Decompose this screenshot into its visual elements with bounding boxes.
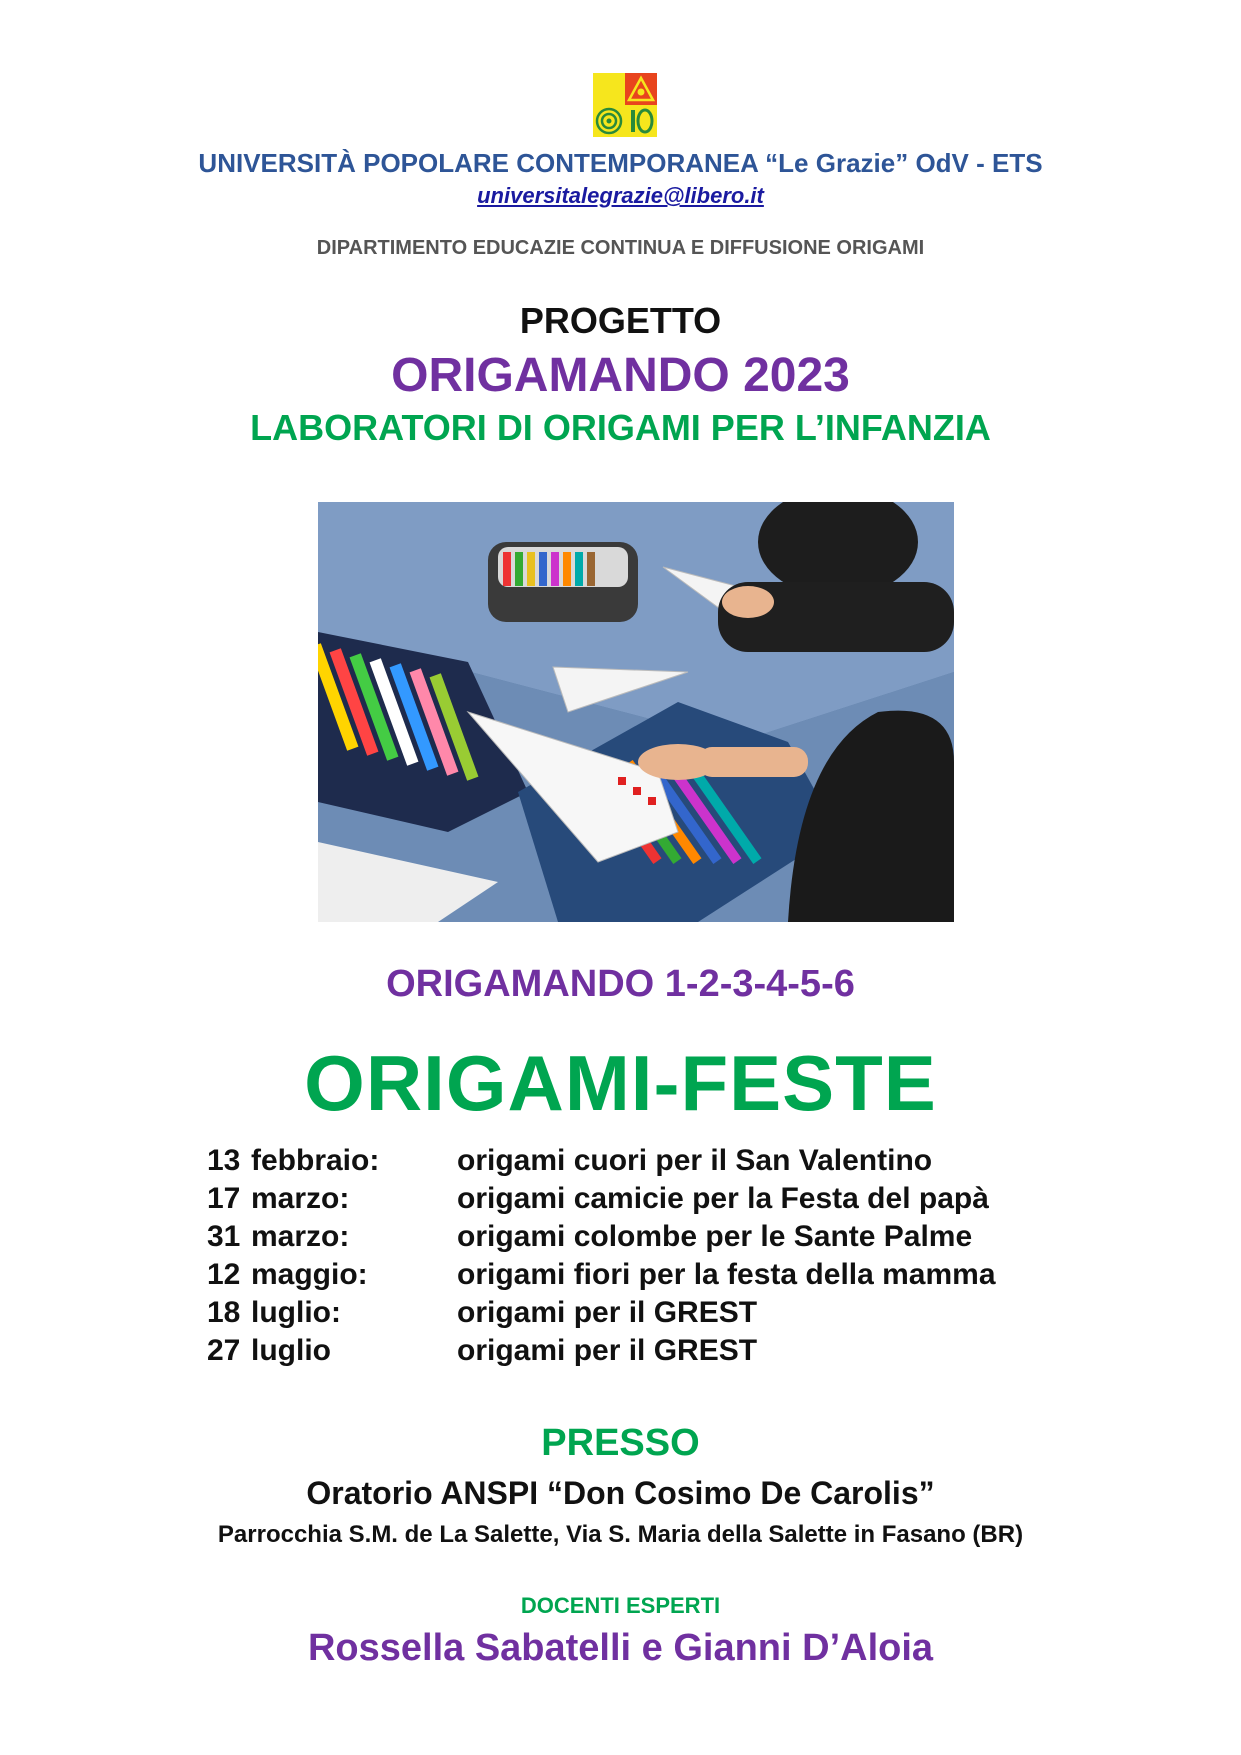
schedule-day: 17 (207, 1182, 241, 1215)
university-name: UNIVERSITÀ POPOLARE CONTEMPORANEA “Le Grazie” OdV - ETS (198, 148, 1043, 178)
schedule-row (207, 1180, 996, 1218)
logo (593, 73, 657, 137)
schedule-month: marzo: (251, 1182, 350, 1215)
schedule-month: marzo: (251, 1220, 350, 1253)
schedule-day: 12 (207, 1258, 241, 1291)
schedule-day: 18 (207, 1296, 241, 1329)
project-name: ORIGAMANDO 2023 (391, 349, 850, 402)
logo-circles-icon (593, 105, 625, 137)
schedule-month: maggio: (251, 1258, 368, 1291)
logo-i-o-icon (625, 105, 657, 137)
schedule-activity: origami per il GREST (457, 1296, 758, 1329)
teachers-names: Rossella Sabatelli e Gianni D’Aloia (307, 1627, 934, 1669)
event-photo (318, 502, 954, 922)
schedule-day: 27 (207, 1334, 241, 1367)
logo-text-block (593, 73, 625, 105)
schedule-activity: origami per il GREST (457, 1334, 758, 1367)
schedule-month: luglio: (251, 1296, 341, 1329)
department-name: DIPARTIMENTO EDUCAZIE CONTINUA E DIFFUSIONE ORIGAMI (316, 237, 925, 259)
teachers-label: DOCENTI ESPERTI (520, 1593, 721, 1618)
event-series: ORIGAMANDO 1-2-3-4-5-6 (386, 963, 855, 1005)
schedule-row (207, 1218, 996, 1256)
project-subtitle: LABORATORI DI ORIGAMI PER L’INFANZIA (250, 407, 991, 448)
venue-address: Parrocchia S.M. de La Salette, Via S. Maria della Salette in Fasano (BR) (217, 1521, 1024, 1548)
schedule-row (207, 1294, 996, 1332)
schedule-month: febbraio: (251, 1144, 380, 1177)
schedule-activity: origami colombe per le Sante Palme (457, 1220, 973, 1253)
schedule-activity: origami camicie per la Festa del papà (457, 1182, 989, 1215)
schedule-activity: origami cuori per il San Valentino (457, 1144, 933, 1177)
email-link[interactable]: universitalegrazie@libero.it (477, 183, 764, 208)
project-label: PROGETTO (519, 300, 722, 341)
venue-label: PRESSO (541, 1422, 700, 1464)
venue-name: Oratorio ANSPI “Don Cosimo De Carolis” (306, 1475, 935, 1511)
schedule-day: 31 (207, 1220, 241, 1253)
logo-eye-triangle-icon (625, 73, 657, 105)
schedule-day: 13 (207, 1144, 241, 1177)
schedule-row (207, 1256, 996, 1294)
event-title: ORIGAMI-FESTE (304, 1039, 937, 1127)
schedule-list (207, 1142, 996, 1370)
schedule-month: luglio (251, 1334, 331, 1367)
schedule-row (207, 1142, 996, 1180)
schedule-row (207, 1332, 996, 1370)
schedule-activity: origami fiori per la festa della mamma (457, 1258, 996, 1291)
